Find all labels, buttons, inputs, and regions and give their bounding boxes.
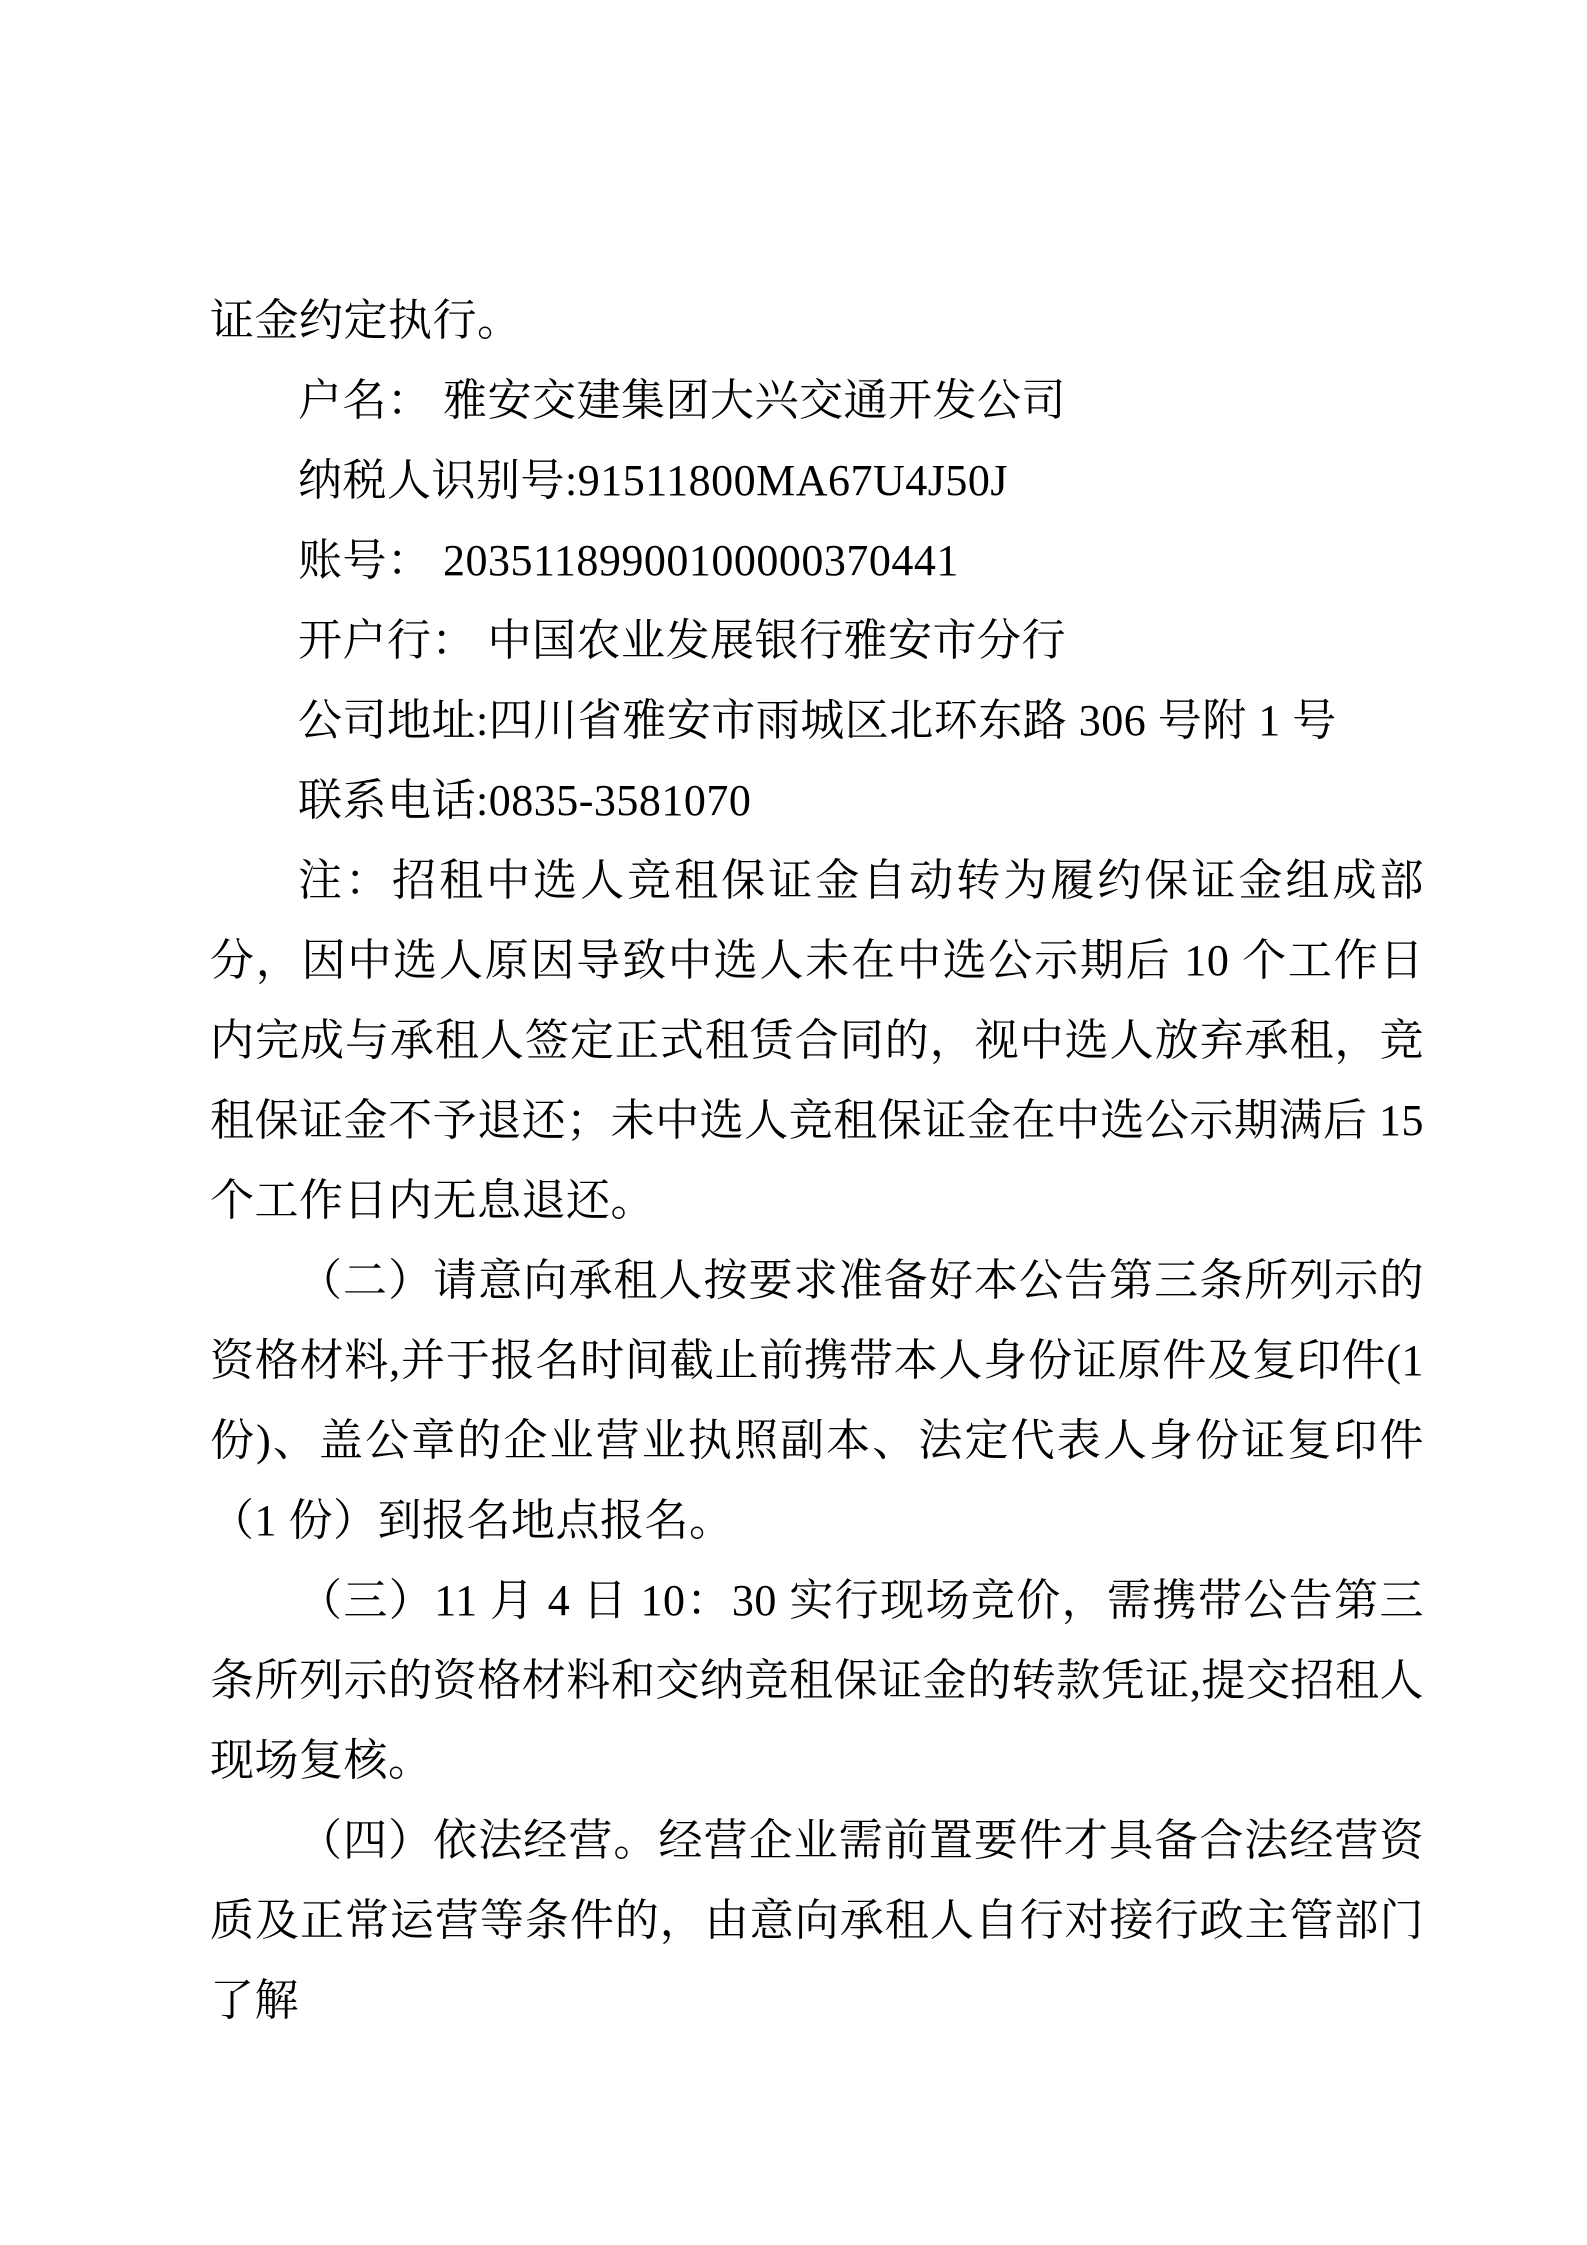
paragraph-bank-name: 开户行： 中国农业发展银行雅安市分行 (298, 616, 1066, 665)
paragraph-taxpayer-id: 纳税人识别号:91511800MA67U4J50J (298, 456, 1009, 505)
document-body (210, 281, 1424, 2041)
paragraph-account-holder: 户名： 雅安交建集团大兴交通开发公司 (298, 376, 1066, 425)
paragraph-deposit-note: 注：招租中选人竞租保证金自动转为履约保证金组成部分，因中选人原因导致中选人未在中选公示期后 10 个工作日内完成与承租人签定正式租赁合同的，视中选人放弃承租，竞租保证金不予退还；未中选人竞租保证金在中选公示期满后 15 个工作日内无息退还。 (210, 856, 1424, 1225)
paragraph-item-2: （二）请意向承租人按要求准备好本公告第三条所列示的资格材料,并于报名时间截止前携带本人身份证原件及复印件(1 份)、盖公章的企业营业执照副本、法定代表人身份证复印件（1 份）到报名地点报名。 (210, 1256, 1424, 1545)
paragraph-account-number: 账号： 20351189900100000370441 (298, 536, 959, 585)
paragraph-item-3: （三）11 月 4 日 10：30 实行现场竞价，需携带公告第三条所列示的资格材料和交纳竞租保证金的转款凭证,提交招租人现场复核。 (210, 1576, 1424, 1785)
paragraph-contact-phone: 联系电话:0835-3581070 (298, 776, 752, 825)
paragraph-continuation: 证金约定执行。 (210, 296, 522, 345)
paragraph-company-address: 公司地址:四川省雅安市雨城区北环东路 306 号附 1 号 (298, 696, 1337, 745)
paragraph-item-4: （四）依法经营。经营企业需前置要件才具备合法经营资质及正常运营等条件的，由意向承租人自行对接行政主管部门了解 (210, 1816, 1424, 2025)
